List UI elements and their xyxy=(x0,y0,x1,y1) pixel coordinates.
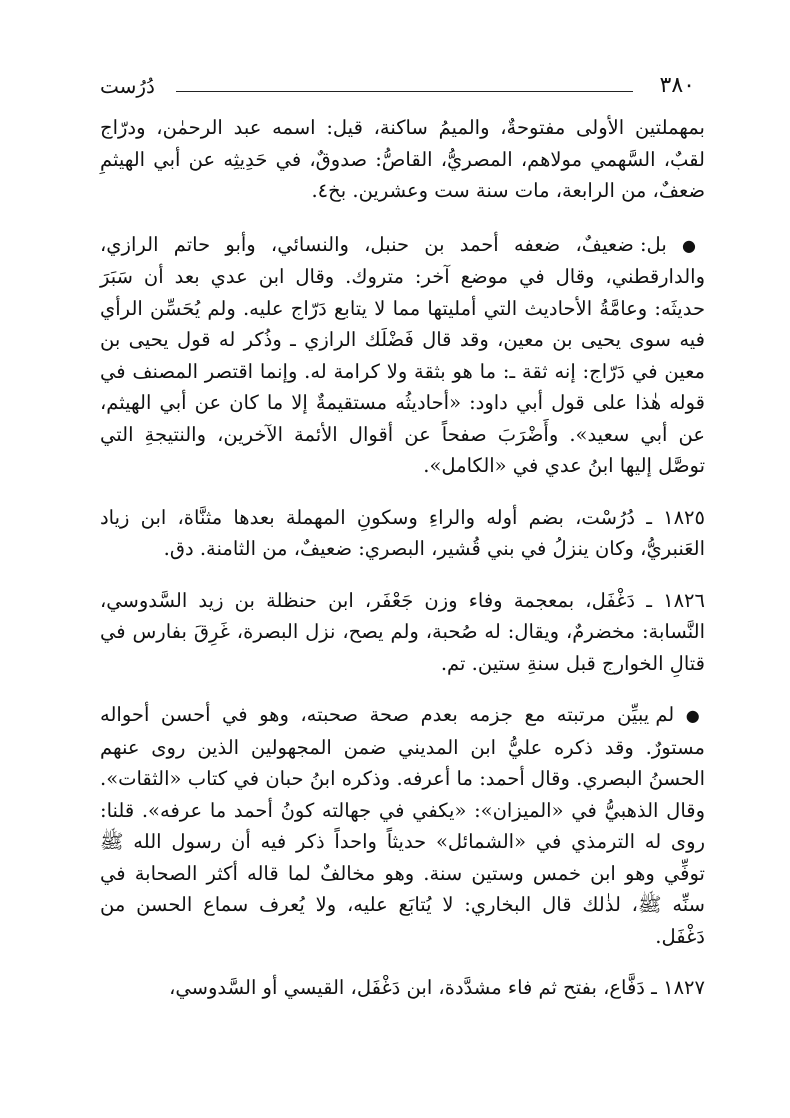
paragraph-continuation xyxy=(100,112,705,207)
page-body xyxy=(100,112,705,1024)
entry-1827 xyxy=(100,972,705,1004)
paragraph-text: ١٨٢٦ ـ دَغْفَل، بمعجمة وفاء وزن جَعْفَر، ابن حنظلة بن زيد السَّدوسي، النَّسابة: مخضرمٌ، ويقال: له صُحبة، ولم يصح، نزل البصرة، غَرِقَ بفارس في قتالِ الخوارج قبل سنةِ ستين. تم. xyxy=(100,588,705,675)
paragraph-text: لم يبيِّن مرتبته مع جزمه بعدم صحة صحبته، وهو في أحسن أحواله مستورٌ. وقد ذكره عليُّ ابن المديني ضمن المجهولين الذين روى عنهم الحسنُ البصري. وقال أحمد: ما أعرفه. وذكره ابنُ حبان في كتاب «الثقات». وقال الذهبيُّ في «الميزان»: «يكفي في جهالته كونُ أحمد ما عرفه». قلنا: روى له الترمذي في «الشمائل» حديثاً واحداً ذكر فيه أن رسول الله ﷺ توفِّي وهو ابن خمس وستين سنة. وهو مخالفٌ لما قاله أكثر الصحابة في سنِّه ﷺ، لذٰلك قال البخاري: لا يُتابَع عليه، ولا يُعرف سماع الحسن من دَغْفَل. xyxy=(100,703,705,948)
header-rule xyxy=(176,91,633,92)
entry-1825 xyxy=(100,502,705,565)
entry-1826 xyxy=(100,585,705,680)
page-header xyxy=(100,66,695,106)
commentary-paragraph xyxy=(100,229,705,482)
running-head: دُرُست xyxy=(100,74,155,98)
bullet-icon: ● xyxy=(685,706,705,725)
bullet-icon: ● xyxy=(682,235,705,255)
paragraph-text: ١٨٢٥ ـ دُرُسْت، بضم أوله والراءِ وسكونِ المهملة بعدها مثنَّاة، ابن زياد العَنبريُّ، وكان ينزلُ في بني قُشير، البصري: ضعيفٌ، من الثامنة. دق. xyxy=(100,505,705,560)
paragraph-text: بل: ضعيفٌ، ضعفه أحمد بن حنبل، والنسائي، وأبو حاتم الرازي، والدارقطني، وقال في موضع آخر: متروك. وقال ابن عدي بعد أن سَبَرَ حديثَه: وعامَّةُ الأحاديث التي أمليتها مما لا يتابع دَرّاج عليه. ولم يُحَسِّن الرأي فيه سوى يحيى بن معين، وقد قال فَضْلَك الرازي ـ وذُكر له قول يحيى بن معين في دَرّاج: إنه ثقة ـ: ما هو بثقة ولا كرامة له. وإنما اقتصر المصنف في قوله هٰذا على قول أبي داود: «أحاديثُه مستقيمةٌ إلا ما كان عن أبي الهيثم، عن أبي سعيد». وأَضْرَبَ صفحاً عن أقوال الأئمة الآخرين، والنتيجةِ التي توصَّل إليها ابنُ عدي في «الكامل». xyxy=(100,232,705,477)
page-number: ٣٨٠ xyxy=(659,73,695,98)
commentary-paragraph xyxy=(100,699,705,952)
paragraph-text: بمهملتين الأولى مفتوحةٌ، والميمُ ساكنة، قيل: اسمه عبد الرحمٰن، ودرّاج لقبٌ، السَّهمي مولاهم، المصريُّ، القاصُّ: صدوقٌ، في حَدِيثِه عن أبي الهيثمِ ضعفٌ، من الرابعة، مات سنة ست وعشرين. بخ٤. xyxy=(100,116,705,202)
paragraph-text: ١٨٢٧ ـ دَفَّاع، بفتح ثم فاء مشدَّدة، ابن دَغْفَل، القيسي أو السَّدوسي، xyxy=(169,976,705,999)
